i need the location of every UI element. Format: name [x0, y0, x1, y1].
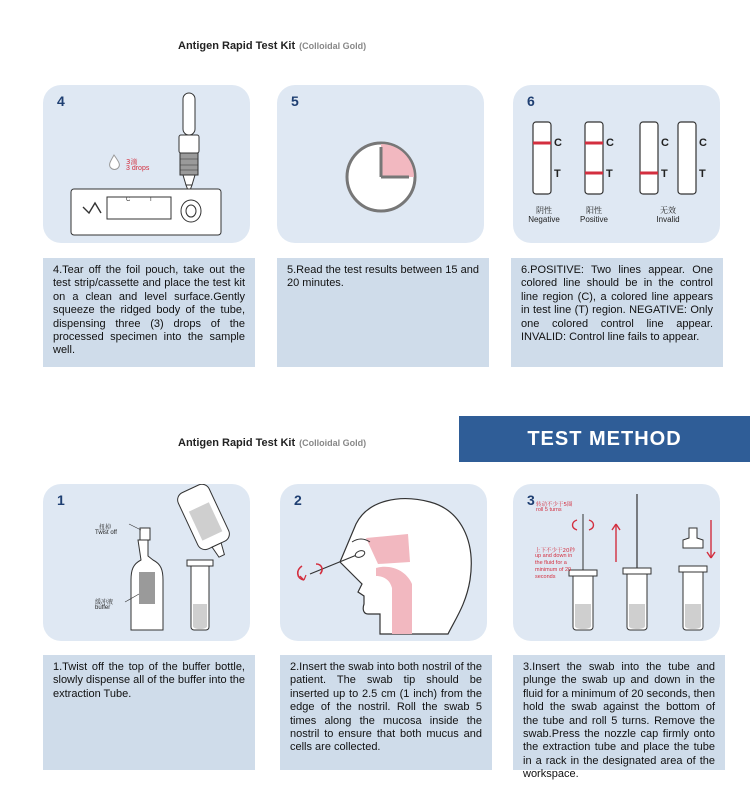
step-6-text: 6.POSITIVE: Two lines appear. One colored line should be in the control line region (C), a colored line appears in test line (T) region. NEGATIVE: Only one colored control line appear. INVALID: Control line fails to appear. [511, 258, 723, 367]
buffer-label-en: buffer [95, 605, 111, 611]
clock-icon [277, 85, 484, 243]
step-4-text: 4.Tear off the foil pouch, take out the test strip/cassette and place the test kit on a clean and level surface.Gently squeeze the ridged body of the tube, dispensing three (3) drops of the processed specimen into the sample well. [43, 258, 255, 367]
drops-label-cn: 3滴 [126, 158, 138, 166]
banner-title: TEST METHOD [527, 428, 682, 450]
step-5-text: 5.Read the test results between 15 and 20 minutes. [277, 258, 489, 367]
test-method-banner [459, 416, 750, 462]
cassette-c-label: C [126, 197, 131, 203]
step-4-illustration [43, 85, 250, 243]
invalid-label-en: Invalid [656, 215, 680, 224]
step-number: 3 [527, 492, 535, 508]
updown-label-cn: 上下不少于20秒 [535, 548, 575, 554]
kit-title: Antigen Rapid Test Kit [178, 437, 296, 449]
t-line-label: T [606, 168, 613, 180]
kit-subtitle: (Colloidal Gold) [299, 438, 367, 448]
positive-label-en: Positive [579, 215, 608, 224]
step-1-text: 1.Twist off the top of the buffer bottle, slowly dispense all of the buffer into the extraction Tube. [43, 655, 255, 770]
doc-title-top [178, 36, 366, 54]
doc-title-bottom [178, 433, 366, 451]
step-5-illustration [277, 85, 484, 243]
step-3-illustration [513, 484, 720, 641]
nasal-swab-illustration [280, 484, 487, 641]
positive-label-cn: 阳性 [586, 206, 602, 215]
roll-label-cn: 转动不少于5圈 [536, 502, 573, 508]
step-1-illustration [43, 484, 250, 641]
step-6-illustration [513, 85, 720, 243]
cassette-t-label: T [149, 197, 153, 203]
updown-label-en-3: minimum of 20 [535, 567, 572, 573]
kit-subtitle: (Colloidal Gold) [299, 41, 367, 51]
step-3-text: 3.Insert the swab into the tube and plunge the swab up and down in the fluid for a minimum of 20 seconds, then hold the swab against the bottom of the tube and roll 5 turns. Remove the swab.Press the nozzle cap firmly onto the extraction tube and place the tube in a rack in the designated area of the workspace. [513, 655, 725, 770]
c-line-label: C [661, 137, 669, 149]
c-line-label: C [699, 137, 707, 149]
updown-label-en-4: seconds [535, 574, 556, 580]
twist-label-en: Twist off [95, 530, 117, 536]
twist-label-cn: 扭掉 [99, 524, 112, 531]
c-line-label: C [554, 137, 562, 149]
t-line-label: T [661, 168, 668, 180]
roll-label-en: roll 5 turns [536, 507, 562, 513]
t-line-label: T [699, 168, 706, 180]
invalid-label-cn: 无效 [660, 206, 676, 215]
step-2-text: 2.Insert the swab into both nostril of the patient. The swab tip should be inserted up to 2.5 cm (1 inch) from the edge of the nostril. Roll the swab 5 times along the mucosa inside the nostril to ensure that both mucus and cells are collected. [280, 655, 492, 770]
buffer-label-cn: 缓冲液 [95, 599, 114, 606]
t-line-label: T [554, 168, 561, 180]
updown-label-en-1: up and down in [535, 553, 573, 559]
step-number: 2 [294, 492, 302, 508]
negative-label-en: Negative [528, 215, 560, 224]
kit-title: Antigen Rapid Test Kit [178, 40, 296, 52]
buffer-bottle-illustration [43, 484, 250, 641]
dropper-cassette-illustration [43, 85, 250, 243]
step-number: 5 [291, 93, 299, 109]
step-number: 6 [527, 93, 535, 109]
updown-label-en-2: the fluid for a [535, 560, 567, 566]
step-number: 1 [57, 492, 65, 508]
negative-label-cn: 阴性 [536, 206, 552, 215]
step-number: 4 [57, 93, 65, 109]
drops-label-en: 3 drops [126, 165, 150, 172]
c-line-label: C [606, 137, 614, 149]
step-2-illustration [280, 484, 487, 641]
